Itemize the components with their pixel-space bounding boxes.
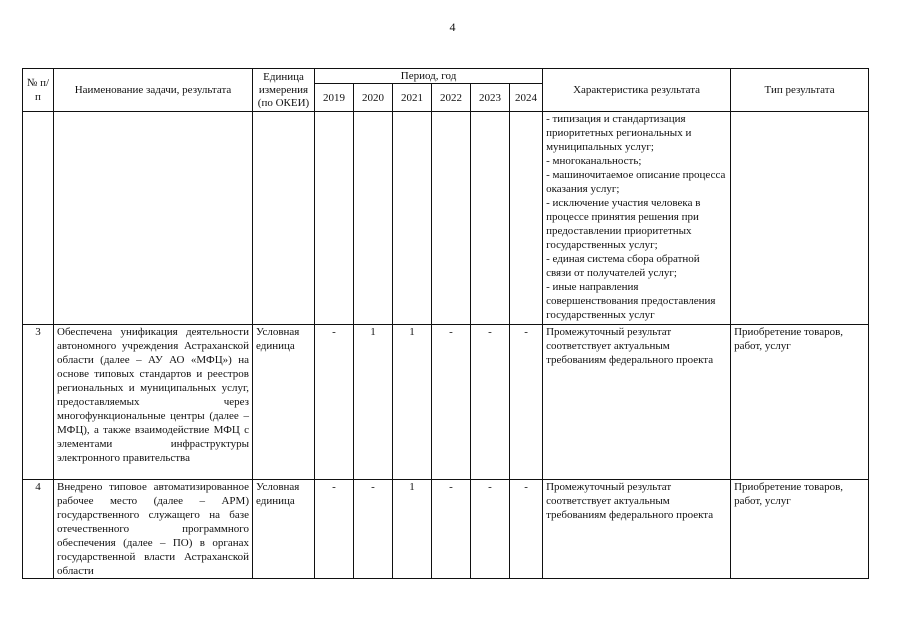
row-value: - (315, 325, 354, 480)
row-name: Обеспечена унификация деятельности автономного учреждения Астраханской области (далее – АУ АО «МФЦ») на основе типовых стандартов и реестров региональных и муниципальных услуг, предоставляемых через многофункциональные центры (далее – МФЦ), а также взаимодействие МФЦ с элементами инфраструктуры электронного правительства (54, 325, 253, 480)
row-num: 4 (23, 480, 54, 579)
row-value: - (354, 480, 393, 579)
results-table (22, 68, 869, 579)
header-characteristic: Характеристика результата (543, 69, 731, 112)
row-type: Приобретение товаров, работ, услуг (731, 325, 869, 480)
list-item: - типизация и стандартизация приоритетных региональных и муниципальных услуг; (546, 113, 692, 153)
row-value: 1 (393, 480, 432, 579)
list-item: - иные направления совершенствования предоставления государственных услуг (546, 281, 716, 321)
row-type: Приобретение товаров, работ, услуг (731, 480, 869, 579)
list-item: - исключение участия человека в процессе принятия решения при предоставлении приоритетных государственных услуг; (546, 197, 701, 251)
row-value: - (471, 480, 510, 579)
header-year: 2023 (471, 84, 510, 112)
header-unit: Единица измерения (по ОКЕИ) (253, 69, 315, 112)
table-row-continuation (23, 112, 869, 325)
page-number: 4 (449, 20, 456, 34)
row-unit: Условная единица (253, 480, 315, 579)
row-value: - (432, 325, 471, 480)
header-year: 2019 (315, 84, 354, 112)
header-year: 2024 (510, 84, 543, 112)
row-characteristic: Промежуточный результат соответствует актуальным требованиям федерального проекта (543, 325, 731, 480)
row-value: - (510, 325, 543, 480)
row-characteristic: Промежуточный результат соответствует актуальным требованиям федерального проекта (543, 480, 731, 579)
table-row (23, 325, 869, 480)
row-value: - (510, 480, 543, 579)
header-type: Тип результата (731, 69, 869, 112)
row-value: - (432, 480, 471, 579)
row-value: 1 (393, 325, 432, 480)
header-year: 2021 (393, 84, 432, 112)
header-row-1 (23, 69, 869, 84)
row-value: 1 (354, 325, 393, 480)
list-item: - многоканальность; (546, 155, 642, 167)
list-item: - машиночитаемое описание процесса оказания услуг; (546, 169, 726, 195)
row-num: 3 (23, 325, 54, 480)
header-period: Период, год (315, 69, 543, 84)
header-year: 2020 (354, 84, 393, 112)
header-num: № п/п (23, 69, 54, 112)
header-name: Наименование задачи, результата (54, 69, 253, 112)
row-value: - (471, 325, 510, 480)
row-value: - (315, 480, 354, 579)
table-row (23, 480, 869, 579)
row-unit: Условная единица (253, 325, 315, 480)
continuation-characteristic (543, 112, 731, 325)
row-name: Внедрено типовое автоматизированное рабочее место (далее – АРМ) государственного служащего на базе отечественного программного обеспечения (далее – ПО) в органах государственной власти Астраханской области (54, 480, 253, 579)
header-year: 2022 (432, 84, 471, 112)
list-item: - единая система сбора обратной связи от получателей услуг; (546, 253, 700, 279)
